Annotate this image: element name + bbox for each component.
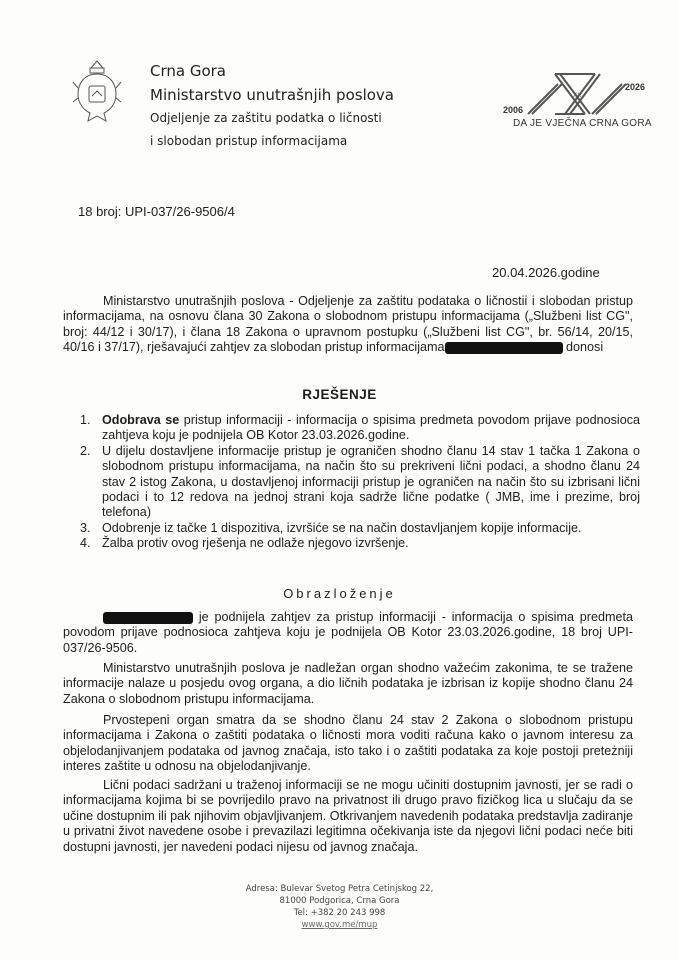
letterhead-department-line2: i slobodan pristup informacijama — [150, 134, 348, 148]
letterhead-ministry: Ministarstvo unutrašnjih poslova — [150, 86, 394, 104]
letterhead-department-line1: Odjeljenje za zaštitu podatka o ličnosti — [150, 111, 382, 125]
decision-item: 3. Odobrenje iz tačke 1 dispozitiva, izvršiće se na način dostavljanjem kopije informacije. — [80, 520, 582, 535]
redaction-block — [445, 342, 563, 354]
footer-phone: Tel: +382 20 243 998 — [293, 908, 386, 918]
reasoning-paragraph-1: je podnijela zahtjev za pristup informaciji - informacija o spisima predmeta povodom prijave podnosioca zahtjeva koju je podnijela OB Kotor 23.03.2026.godine, 18 broj UPI-037/26-9506. — [63, 610, 633, 655]
intro-text-end: donosi — [566, 340, 604, 355]
decision-item: 2. U dijelu dostavljene informacije pristup je ograničen shodno članu 14 stav 1 tačka 1 Zakona o slobodnom pristupu informacijama, na način što su prekriveni lični podaci, a shodno članu 24 stav 2 istog Zakona, u dostavljenoj informaciji pristup je ograničen na način što su izbrisani lični podaci i to 12 redova na jednoj strani koja sadrže lične podatke ( JMB, ime i prezime, broj telefona) — [80, 443, 640, 520]
montenegro-coat-of-arms-icon — [72, 58, 122, 130]
jubilee-motto: DA JE VJEČNA CRNA GORA — [513, 118, 652, 129]
intro-paragraph — [63, 294, 633, 356]
intro-text: Ministarstvo unutrašnjih poslova - Odjeljenje za zaštitu podataka o ličnostii i slobodan pristup informacijama, na osnovu člana 30 Zakona o slobodnom pristupu informacijama („Službeni list CG", broj: 44/12 i 30/17), i člana 18 Zakona o upravnom postupku („Službeni list CG", br. 56/14, 20/15, 40/16 i 37/17), rješavajući zahtjev za slobodan pristup informacijama — [63, 294, 633, 355]
reasoning-paragraph-3: Prvostepeni organ smatra da se shodno članu 24 stav 2 Zakona o slobodnom pristupu informacijama i Zakona o zaštiti podataka o ličnosti mora voditi računa kako o javnom interesu za objelodanjivanjem podataka od javnog značaja, isto tako i o zaštiti podataka za koje postoji preteżniji interes zaštite u odnosu na objelodanjivanje. — [63, 713, 633, 774]
document-date: 20.04.2026.godine — [492, 265, 600, 280]
redaction-block — [103, 612, 193, 624]
jubilee-year-start: 2006 — [503, 105, 524, 115]
footer-city: 81000 Podgorica, Crna Gora — [279, 896, 400, 906]
footer-contact — [0, 883, 679, 931]
jubilee-year-end: 2026 — [625, 82, 646, 92]
decision-list — [80, 413, 640, 552]
footer-address: Adresa: Bulevar Svetog Petra Cetinjskog 22, — [245, 884, 434, 894]
jubilee-logo-icon — [500, 62, 660, 142]
letterhead-country: Crna Gora — [150, 62, 227, 80]
reasoning-paragraph-2: Ministarstvo unutrašnjih poslova je nadležan organ shodno važećim zakonima, te se tražene informacije nalaze u posjedu ovog organa, a dio ličnih podataka je izbrisan iz kopije shodno članu 24 Zakona o slobodnom pristupu informacijama. — [63, 661, 633, 706]
decision-item: 4. Žalba protiv ovog rješenja ne odlaže njegovo izvršenje. — [80, 536, 409, 551]
footer-website-link[interactable]: www.gov.me/mup — [301, 920, 378, 930]
reference-number: 18 broj: UPI-037/26-9506/4 — [78, 204, 235, 219]
reasoning-paragraph-4: Lični podaci sadržani u traženoj informaciji se ne mogu učiniti dostupnim javnosti, jer se radi o informacijama kojima bi se povrijedilo pravo na privatnost ili drugo pravo fizičkog lica u slučaju da se učine dostupnim ili pak njihovim objavljivanjem. Otkrivanjem navedenih podataka predstavlja zadiranje u privatni život navedene osobe i prevazilazi legitimna očekivanja iste da njegovi lični podaci neće biti dostupni javnosti, jer navedeni podaci nijesu od javnog značaja. — [63, 778, 633, 854]
svg-text:XX: XX — [573, 92, 582, 99]
decision-item: 1. Odobrava se pristup informaciji - informacija o spisima predmeta povodom prijave podnosioca zahtjeva koju je podnijela OB Kotor 23.03.2026.godine. — [80, 413, 641, 443]
reasoning-title: Obrazloženje — [283, 586, 396, 601]
decision-title: RJEŠENJE — [302, 387, 377, 402]
